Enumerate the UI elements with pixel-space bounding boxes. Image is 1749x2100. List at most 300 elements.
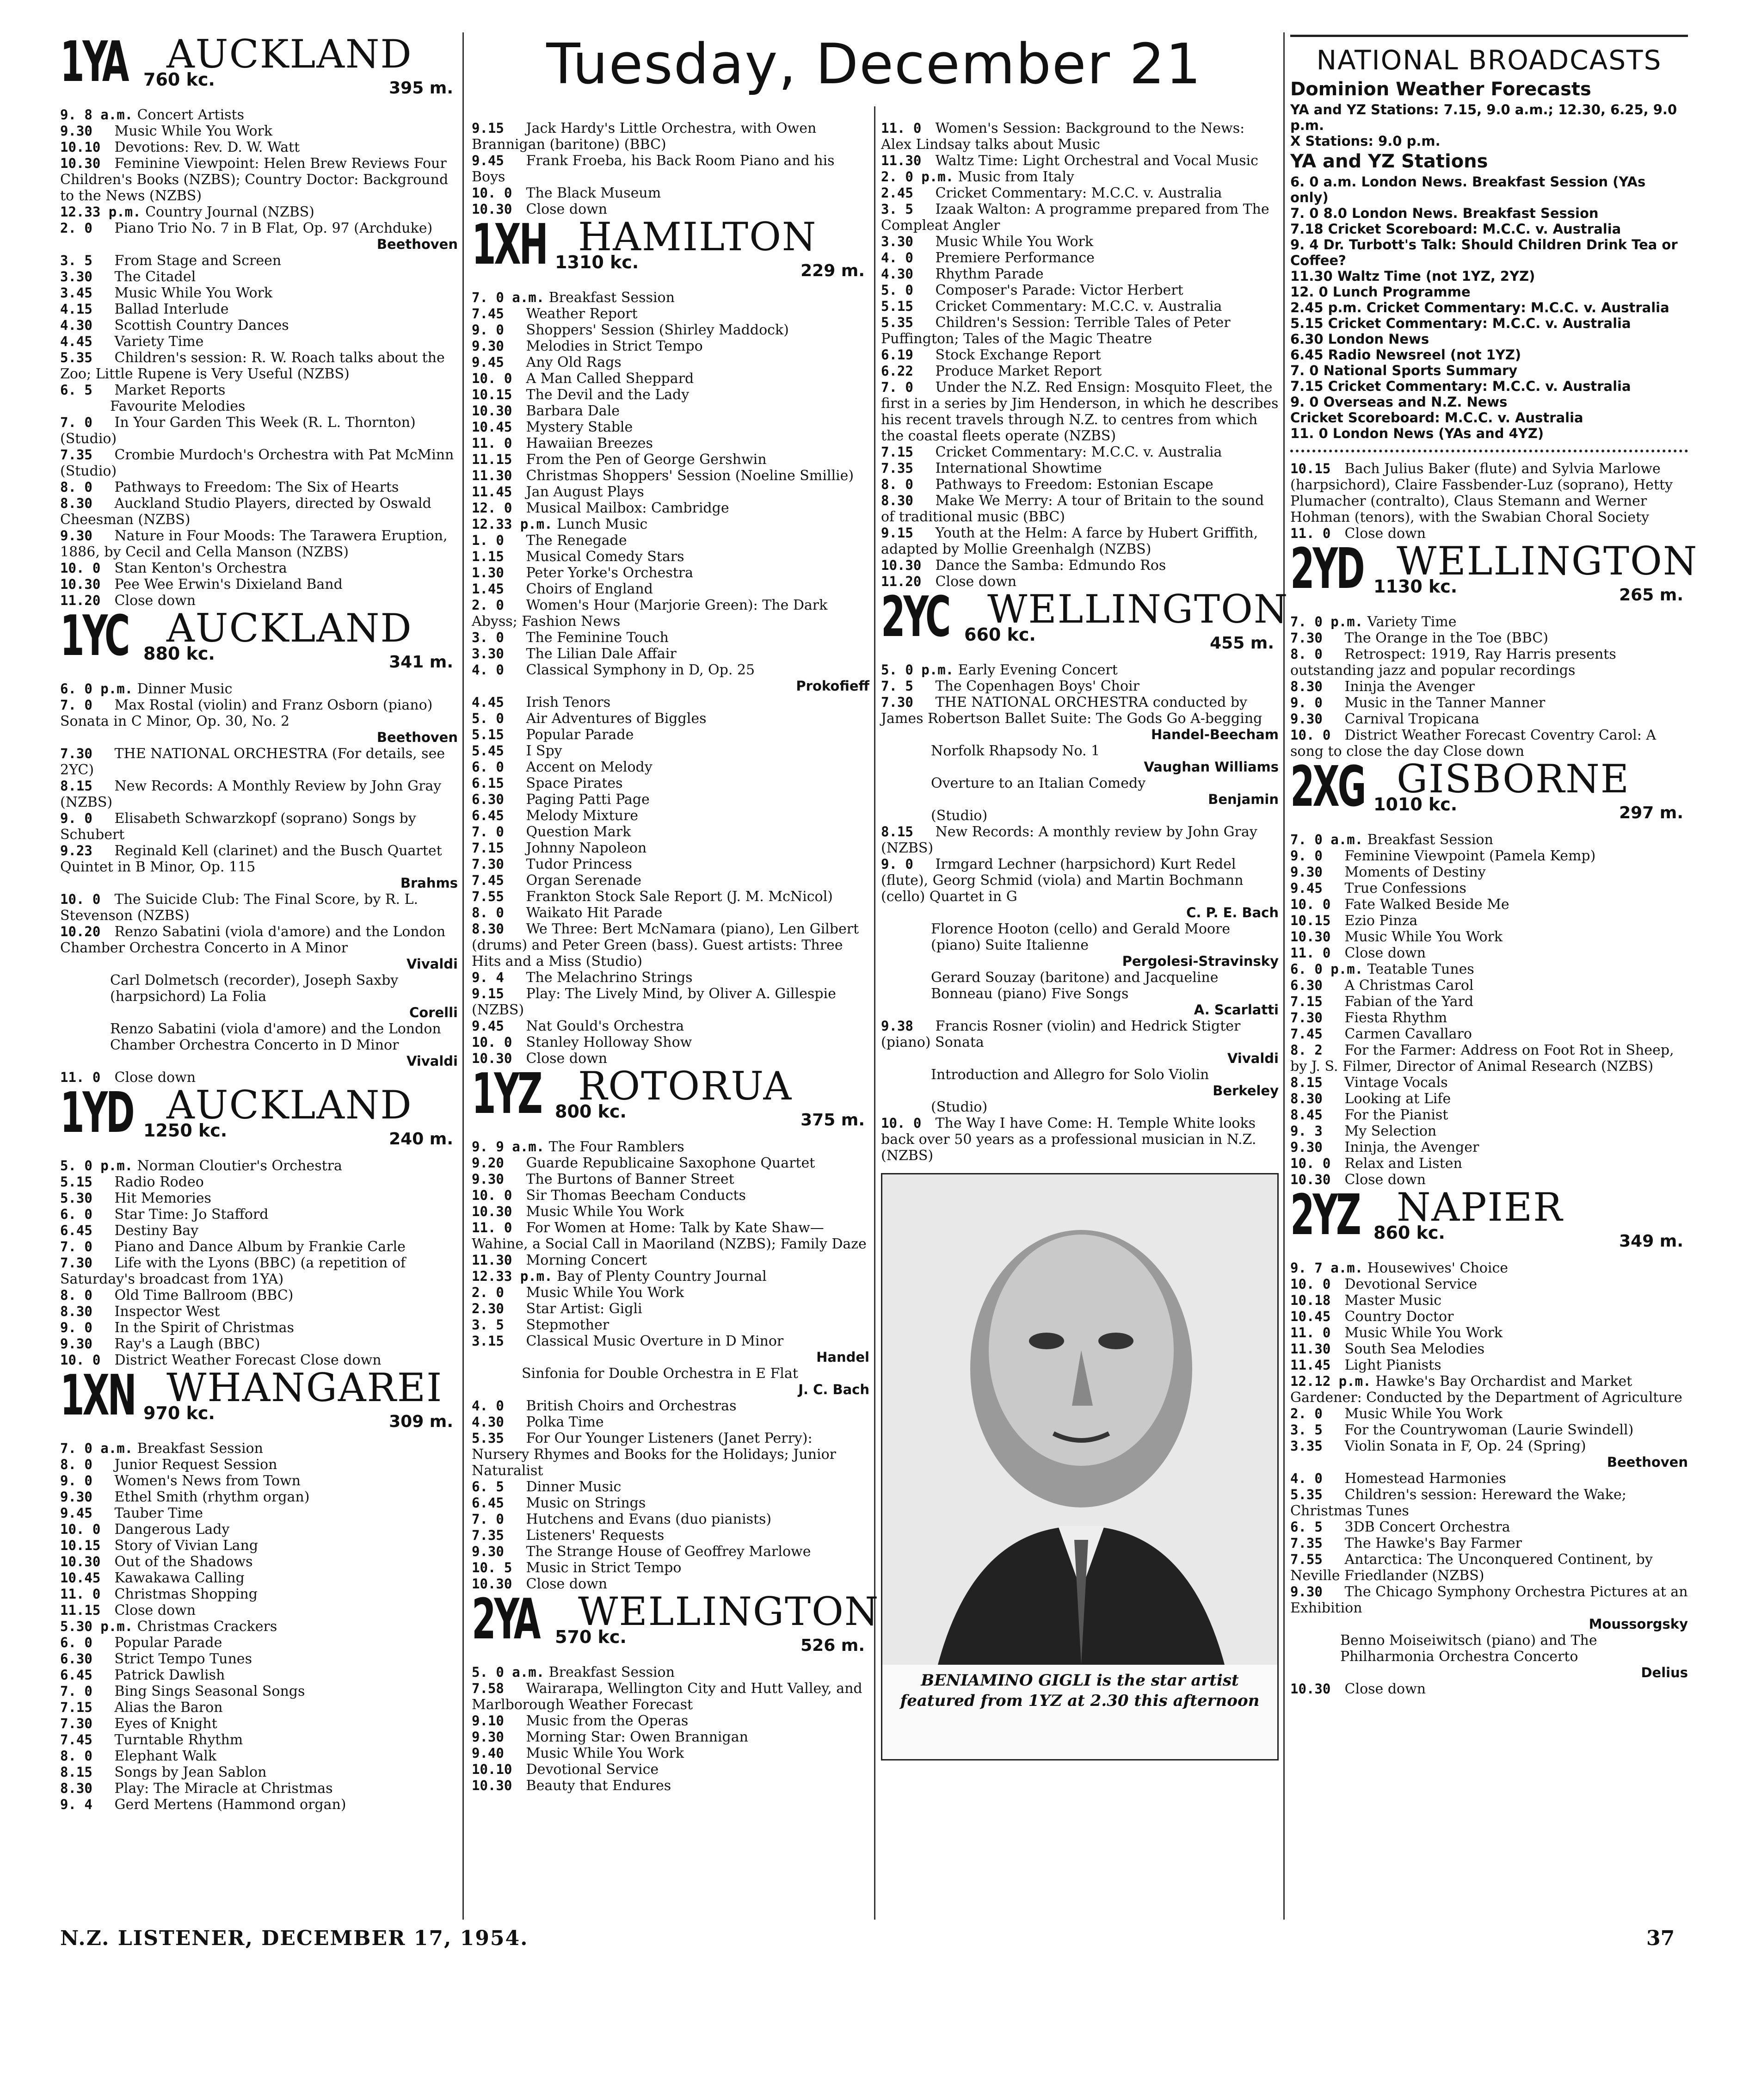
programme-item <box>881 476 1279 493</box>
programme-time: 4.30 <box>472 1414 504 1430</box>
programme-title: Old Time Ballroom (BBC) <box>110 1287 294 1303</box>
programme-title: Antarctica: The Unconquered Continent, by Neville Friedlander (NZBS) <box>1290 1551 1653 1584</box>
programme-time: 9.40 <box>472 1745 504 1761</box>
programme-item <box>881 743 1279 775</box>
programme-time: 10. 0 <box>60 891 101 907</box>
programme-time: 10.30 <box>1290 1681 1331 1697</box>
programme-item <box>60 1190 458 1206</box>
programme-time: 6. 0 <box>60 1635 92 1650</box>
programme-item <box>1290 1341 1688 1357</box>
programme-item <box>472 1544 869 1560</box>
programme-time: 10.30 <box>472 1576 512 1592</box>
station-header <box>60 604 458 678</box>
programme-item <box>1290 929 1688 945</box>
programme-item <box>472 354 869 371</box>
programme-item <box>881 185 1279 201</box>
station-city: AUCKLAND <box>166 31 413 77</box>
programme-title: Strict Tempo Tunes <box>110 1651 252 1667</box>
programme-title: Devotional Service <box>1340 1276 1478 1292</box>
programme-title: Women's News from Town <box>110 1473 301 1489</box>
station-wavelength: 309 m. <box>389 1412 453 1431</box>
station-header <box>472 213 869 287</box>
programme-title: The Orange in the Toe (BBC) <box>1340 630 1548 646</box>
programme-time: 7.55 <box>1290 1551 1323 1567</box>
programme-title: Christmas Crackers <box>133 1618 277 1635</box>
programme-time: 7.45 <box>472 872 504 888</box>
programme-title: Variety Time <box>1363 614 1457 630</box>
programme-item <box>1290 646 1688 679</box>
programme-item <box>472 1268 869 1285</box>
programme-title: In Your Garden This Week (R. L. Thornton) (Studio) <box>60 414 416 447</box>
programme-time: 7.15 <box>60 1699 92 1715</box>
programme-time: 7.55 <box>472 889 504 904</box>
programme-time: 5.35 <box>881 315 913 330</box>
station-city: ROTORUA <box>578 1063 793 1109</box>
programme-item <box>472 516 869 532</box>
station-callsign: 1XN <box>60 1364 135 1428</box>
station-callsign: 1YD <box>60 1081 133 1145</box>
programme-time: 8.30 <box>1290 679 1323 694</box>
station-wavelength: 349 m. <box>1619 1232 1683 1251</box>
programme-time: 11.45 <box>472 484 512 500</box>
programme-title: The Lilian Dale Affair <box>522 646 677 662</box>
programme-item <box>60 139 458 155</box>
programme-time: 2. 0 <box>472 1285 504 1300</box>
programme-title: Music from Italy <box>954 169 1074 185</box>
station-city: AUCKLAND <box>166 1082 413 1128</box>
programme-title: Question Mark <box>522 824 631 840</box>
programme-time: 9.30 <box>472 1544 504 1559</box>
programme-item <box>1290 1309 1688 1325</box>
programme-title: Violin Sonata in F, Op. 24 (Spring) <box>1340 1438 1586 1454</box>
programme-time: 8.30 <box>60 495 92 511</box>
programme-item <box>472 662 869 694</box>
programme-title: Wairarapa, Wellington City and Hutt Valley, and Marlborough Weather Forecast <box>472 1680 862 1713</box>
programme-title: Pee Wee Erwin's Dixieland Band <box>110 576 343 593</box>
programme-item <box>1290 1422 1688 1438</box>
programme-title: Music While You Work <box>522 1285 684 1301</box>
programme-item <box>472 484 869 500</box>
station-frequency: 880 kc. <box>143 643 215 664</box>
programme-time: 7. 0 <box>60 697 92 713</box>
national-item: 9. 0 Overseas and N.Z. News <box>1290 394 1508 410</box>
programme-title: 3DB Concert Orchestra <box>1340 1519 1510 1535</box>
programme-title: For the Countrywoman (Laurie Swindell) <box>1340 1422 1634 1438</box>
programme-item <box>881 266 1279 282</box>
programme-title: District Weather Forecast Coventry Carol: A song to close the day Close down <box>1290 727 1657 760</box>
programme-title: We Three: Bert McNamara (piano), Len Gilbert (drums) and Peter Green (bass). Guest artists: Three Hits and a Miss (Studio) <box>472 921 859 970</box>
programme-item <box>1290 1681 1688 1697</box>
programme-time: 11. 0 <box>1290 945 1331 961</box>
programme-item <box>472 1398 869 1414</box>
programme-time: 11. 0 <box>1290 1325 1331 1340</box>
programme-time: 10. 0 <box>1290 896 1331 912</box>
programme-title: Max Rostal (violin) and Franz Osborn (piano) Sonata in C Minor, Op. 30, No. 2 <box>60 697 433 729</box>
programme-title: Pathways to Freedom: The Six of Hearts <box>110 479 399 495</box>
station-callsign: 2YZ <box>1290 1183 1360 1248</box>
programme-time: 10.18 <box>1290 1292 1331 1308</box>
programme-title: Waikato Hit Parade <box>522 905 663 921</box>
composer: Pergolesi-Stravinsky <box>1122 953 1279 969</box>
programme-item <box>881 921 1279 970</box>
programme-title: For the Pianist <box>1340 1107 1448 1123</box>
programme-time: 7.30 <box>881 694 913 710</box>
programme-title: Breakfast Session <box>1363 832 1493 848</box>
programme-title: Renzo Sabatini (viola d'amore) and the London Chamber Orchestra Concerto in D Minor <box>110 1021 441 1053</box>
programme-item <box>881 444 1279 460</box>
composer: Prokofieff <box>796 678 869 694</box>
programme-time: 10.30 <box>60 576 101 592</box>
programme-time: 7. 0 <box>472 1511 504 1527</box>
programme-time: 3.45 <box>60 285 92 301</box>
station-frequency: 800 kc. <box>555 1101 627 1122</box>
programme-item <box>60 697 458 746</box>
programme-time: 11. 0 <box>472 1220 512 1235</box>
programme-title: Nat Gould's Orchestra <box>522 1018 684 1034</box>
station-wavelength: 240 m. <box>389 1130 453 1149</box>
programme-item <box>881 379 1279 444</box>
programme-item <box>60 155 458 204</box>
programme-title: Crombie Murdoch's Orchestra with Pat McMinn (Studio) <box>60 447 454 479</box>
programme-title: Close down <box>1340 1172 1426 1188</box>
programme-item <box>472 856 869 872</box>
composer: Vaughan Williams <box>1144 759 1279 775</box>
programme-title: The Copenhagen Boys' Choir <box>931 678 1139 694</box>
national-item: 7. 0 8.0 London News. Breakfast Session <box>1290 205 1599 221</box>
programme-time: 7.45 <box>60 1732 92 1748</box>
programme-time: 7.30 <box>60 746 92 761</box>
programme-title: Fabian of the Yard <box>1340 994 1474 1010</box>
programme-time: 2. 0 <box>60 220 92 236</box>
programme-title: Polka Time <box>522 1414 604 1430</box>
programme-time: 9. 0 <box>472 322 504 338</box>
programme-time: 2. 0 <box>472 597 504 613</box>
programme-item <box>881 120 1279 153</box>
programme-item <box>881 970 1279 1018</box>
programme-title: Breakfast Session <box>133 1440 263 1457</box>
programme-item <box>60 1440 458 1457</box>
programme-title: Christmas Shoppers' Session (Noeline Smillie) <box>522 468 854 484</box>
programme-item <box>472 322 869 338</box>
programme-time: 10.30 <box>472 201 512 217</box>
programme-title: Auckland Studio Players, directed by Oswald Cheesman (NZBS) <box>60 495 431 528</box>
national-item: 6.45 Radio Newsreel (not 1YZ) <box>1290 347 1521 363</box>
programme-time: 6.45 <box>472 1495 504 1511</box>
programme-time: 7. 0 <box>60 1239 92 1254</box>
programme-time: 3. 5 <box>60 253 92 268</box>
programme-title: Piano Trio No. 7 in B Flat, Op. 97 (Archduke) <box>110 220 433 236</box>
station-wavelength: 297 m. <box>1619 803 1683 822</box>
programme-title: Star Artist: Gigli <box>522 1301 642 1317</box>
programme-item <box>472 743 869 759</box>
programme-title: Weather Report <box>522 306 638 322</box>
programme-time: 7.58 <box>472 1680 504 1696</box>
programme-title: Nature in Four Moods: The Tarawera Eruption, 1886, by Cecil and Cella Manson (NZBS) <box>60 528 448 560</box>
programme-title: The Suicide Club: The Final Score, by R. L. Stevenson (NZBS) <box>60 891 418 924</box>
programme-item <box>472 808 869 824</box>
programme-item <box>881 1018 1279 1067</box>
programme-item <box>60 1158 458 1174</box>
programme-title: Morning Concert <box>522 1252 647 1268</box>
programme-title: Popular Parade <box>110 1635 222 1651</box>
column-1 <box>60 30 458 1813</box>
programme-item <box>472 1317 869 1333</box>
programme-time: 10. 0 <box>881 1115 922 1131</box>
programme-title: Any Old Rags <box>522 354 622 371</box>
programme-item <box>60 285 458 301</box>
programme-time: 10.30 <box>60 1554 101 1569</box>
programme-item <box>60 269 458 285</box>
programme-time: 8.30 <box>1290 1091 1323 1106</box>
programme-time: 9. 9 a.m. <box>472 1139 545 1155</box>
programme-time: 2. 0 p.m. <box>881 169 954 185</box>
programme-title: Francis Rosner (violin) and Hedrick Stigter (piano) Sonata <box>881 1018 1241 1050</box>
programme-item <box>1290 1551 1688 1584</box>
station-city: NAPIER <box>1397 1185 1564 1230</box>
programme-title: Classical Symphony in D, Op. 25 <box>522 662 755 678</box>
programme-title: Music While You Work <box>1340 929 1503 945</box>
programme-time: 9. 7 a.m. <box>1290 1260 1363 1276</box>
programme-item <box>1290 1438 1688 1470</box>
programme-title: Close down <box>522 1050 608 1067</box>
programme-item <box>472 872 869 889</box>
programme-item <box>60 204 458 220</box>
programme-item <box>60 810 458 843</box>
programme-time: 6.30 <box>472 791 504 807</box>
programme-item <box>472 1511 869 1527</box>
programme-time: 5. 0 p.m. <box>60 1158 133 1174</box>
programme-title: The Strange House of Geoffrey Marlowe <box>522 1544 811 1560</box>
programme-title: Life with the Lyons (BBC) (a repetition of Saturday's broadcast from 1YA) <box>60 1255 406 1287</box>
programme-title: Melodies in Strict Tempo <box>522 338 703 354</box>
programme-time: 5. 0 <box>881 282 913 298</box>
programme-time: 5.15 <box>881 298 913 314</box>
programme-item <box>1290 1535 1688 1551</box>
programme-title: Close down <box>522 1576 608 1592</box>
programme-time: 10.30 <box>472 403 512 419</box>
programme-title: Gerard Souzay (baritone) and Jacqueline Bonneau (piano) Five Songs <box>931 970 1219 1002</box>
programme-item <box>472 1479 869 1495</box>
programme-title: New Records: A monthly review by John Gray (NZBS) <box>881 824 1257 856</box>
programme-item <box>472 153 869 185</box>
programme-title: Women's Hour (Marjorie Green): The Dark Abyss; Fashion News <box>472 597 828 630</box>
programme-time: 9.15 <box>881 525 913 541</box>
programme-time: 11.20 <box>881 574 922 589</box>
programme-time: 6.15 <box>472 775 504 791</box>
programme-time: 4.45 <box>472 694 504 710</box>
programme-time: 5. 0 <box>472 710 504 726</box>
programme-title: Rhythm Parade <box>931 266 1044 282</box>
programme-title: Turntable Rhythm <box>110 1732 243 1748</box>
weather-line: YA and YZ Stations: 7.15, 9.0 a.m.; 12.30, 6.25, 9.0 p.m. <box>1290 102 1677 133</box>
programme-item <box>472 630 869 646</box>
programme-title: Carmen Cavallaro <box>1340 1026 1472 1042</box>
programme-item <box>60 681 458 697</box>
programme-title: Devotional Service <box>522 1761 659 1778</box>
programme-title: Stanley Holloway Show <box>522 1034 692 1050</box>
station-callsign: 1YA <box>60 30 128 94</box>
programme-title: Music While You Work <box>110 285 273 301</box>
programme-title: Benno Moiseiwitsch (piano) and The Philharmonia Orchestra Concerto <box>1340 1632 1597 1665</box>
column-2 <box>472 120 880 1794</box>
programme-title: Guarde Republicaine Saxophone Quartet <box>522 1155 815 1171</box>
programme-item <box>881 775 1279 808</box>
programme-title: Reginald Kell (clarinet) and the Busch Quartet Quintet in B Minor, Op. 115 <box>60 843 442 875</box>
programme-time: 5.35 <box>60 350 92 365</box>
programme-title: Carl Dolmetsch (recorder), Joseph Saxby (harpsichord) La Folia <box>110 972 399 1005</box>
programme-title: Gerd Mertens (Hammond organ) <box>110 1797 346 1813</box>
programme-item <box>881 493 1279 525</box>
station-wavelength: 265 m. <box>1619 586 1683 605</box>
programme-item <box>472 1761 869 1778</box>
station-header <box>1290 1183 1688 1257</box>
programme-item <box>1290 614 1688 630</box>
programme-title: The Devil and the Lady <box>522 387 690 403</box>
programme-item <box>60 479 458 495</box>
programme-time: 3.30 <box>60 269 92 284</box>
programme-item <box>472 1018 869 1034</box>
programme-item <box>472 727 869 743</box>
station-header <box>1290 537 1698 611</box>
programme-title: Introduction and Allegro for Solo Violin <box>931 1067 1209 1083</box>
station-wavelength: 341 m. <box>389 653 453 672</box>
programme-time: 10.30 <box>1290 929 1331 945</box>
programme-item <box>1290 630 1688 646</box>
programme-item <box>472 290 869 306</box>
programme-item <box>881 1115 1279 1164</box>
programme-item <box>1290 864 1688 880</box>
photo-caption: BENIAMINO GIGLI is the star artist featured from 1YZ at 2.30 this afternoon <box>900 1671 1260 1710</box>
programme-time: 6.30 <box>60 1651 92 1667</box>
programme-title: The Way I have Come: H. Temple White looks back over 50 years as a professional musician in N.Z. (NZBS) <box>881 1115 1256 1164</box>
programme-time: 3. 5 <box>881 201 913 217</box>
programme-item <box>472 1664 869 1680</box>
column-4 <box>1290 35 1698 1697</box>
programme-item <box>1290 1155 1688 1172</box>
programme-title: Renzo Sabatini (viola d'amore) and the London Chamber Orchestra Concerto in A Minor <box>60 924 446 956</box>
programme-time: 7.35 <box>881 460 913 476</box>
programme-item <box>60 1489 458 1505</box>
date-heading: Tuesday, December 21 <box>546 32 1202 97</box>
programme-time: 7. 0 a.m. <box>60 1440 133 1456</box>
programme-item <box>60 220 458 253</box>
programme-title: Norman Cloutier's Orchestra <box>133 1158 342 1174</box>
programme-item <box>60 924 458 972</box>
programme-time: 4.45 <box>60 334 92 349</box>
composer: Handel-Beecham <box>1151 727 1279 742</box>
programme-title: Tauber Time <box>110 1505 203 1521</box>
programme-time: 10.15 <box>1290 913 1331 928</box>
programme-item <box>881 347 1279 363</box>
programme-item <box>60 1683 458 1699</box>
programme-item <box>1290 461 1688 525</box>
programme-title: Music While You Work <box>522 1204 684 1220</box>
programme-item <box>472 451 869 468</box>
composer: Beethoven <box>1607 1454 1688 1470</box>
programme-time: 7.30 <box>1290 630 1323 646</box>
programme-time: 9. 0 <box>881 856 913 872</box>
programme-title: Elisabeth Schwarzkopf (soprano) Songs by Schubert <box>60 810 416 843</box>
programme-item <box>60 1602 458 1618</box>
programme-title: Musical Comedy Stars <box>522 549 684 565</box>
programme-item <box>881 315 1279 347</box>
programme-title: Tudor Princess <box>522 856 632 872</box>
programme-time: 7. 0 p.m. <box>1290 614 1363 630</box>
programme-item <box>472 1285 869 1301</box>
programme-title: Listeners' Requests <box>522 1527 665 1544</box>
programme-title: British Choirs and Orchestras <box>522 1398 737 1414</box>
programme-title: Frank Froeba, his Back Room Piano and his Boys <box>472 153 835 185</box>
programme-time: 11. 0 <box>1290 525 1331 541</box>
programme-item <box>60 1554 458 1570</box>
programme-title: Junior Request Session <box>110 1457 277 1473</box>
station-city: WELLINGTON <box>578 1589 880 1634</box>
programme-title: Dance the Samba: Edmundo Ros <box>931 557 1166 574</box>
programme-time: 10. 0 <box>472 371 512 386</box>
programme-title: The Four Ramblers <box>544 1139 684 1155</box>
station-city: WELLINGTON <box>987 587 1289 632</box>
station-callsign: 2XG <box>1290 755 1365 819</box>
programme-time: 4. 0 <box>472 662 504 678</box>
programme-time: 7.30 <box>60 1255 92 1271</box>
programme-title: Dinner Music <box>522 1479 622 1495</box>
programme-time: 11.30 <box>881 153 922 168</box>
programme-title: Irmgard Lechner (harpsichord) Kurt Redel (flute), Georg Schmid (viola) and Martin Bochmann (cello) Quartet in G <box>881 856 1244 905</box>
programme-time: 10.45 <box>1290 1309 1331 1324</box>
programme-time: 6. 0 p.m. <box>1290 961 1363 977</box>
programme-item <box>1290 832 1688 848</box>
programme-title: Inspector West <box>110 1303 220 1320</box>
station-city: GISBORNE <box>1397 756 1630 802</box>
programme-title: Close down <box>1340 525 1426 542</box>
programme-time: 3.15 <box>472 1333 504 1349</box>
national-item: 7.18 Cricket Scoreboard: M.C.C. v. Australia <box>1290 221 1621 237</box>
programme-item <box>472 889 869 905</box>
programme-item <box>1290 994 1688 1010</box>
programme-item <box>1290 1139 1688 1155</box>
programme-item <box>472 986 869 1018</box>
programme-item <box>472 338 869 354</box>
programme-title: Premiere Performance <box>931 250 1095 266</box>
programme-time: 5.30 p.m. <box>60 1618 133 1634</box>
programme-time: 8. 0 <box>472 905 504 920</box>
programme-time: 7. 0 <box>60 414 92 430</box>
programme-item <box>472 120 869 153</box>
programme-item <box>60 1780 458 1797</box>
programme-item <box>472 1527 869 1544</box>
programme-title: Close down <box>110 1602 196 1618</box>
programme-title: Relax and Listen <box>1340 1155 1462 1172</box>
programme-item <box>472 710 869 727</box>
programme-title: Bay of Plenty Country Journal <box>552 1268 767 1285</box>
programme-item <box>60 1538 458 1554</box>
programme-title: Radio Rodeo <box>110 1174 204 1190</box>
programme-time: 8.15 <box>60 778 92 794</box>
national-item: 7.15 Cricket Commentary: M.C.C. v. Australia <box>1290 378 1631 394</box>
programme-item <box>1290 679 1688 695</box>
programme-time: 8.15 <box>881 824 913 840</box>
programme-item <box>472 1220 869 1252</box>
programme-item <box>60 1732 458 1748</box>
programme-title: Composer's Parade: Victor Herbert <box>931 282 1183 298</box>
programme-item <box>472 468 869 484</box>
programme-title: Carnival Tropicana <box>1340 711 1479 727</box>
programme-item <box>60 1320 458 1336</box>
programme-item <box>472 1560 869 1576</box>
programme-title: Scottish Country Dances <box>110 317 289 334</box>
national-item: 11.30 Waltz Time (not 1YZ, 2YZ) <box>1290 268 1535 284</box>
programme-item <box>60 528 458 560</box>
